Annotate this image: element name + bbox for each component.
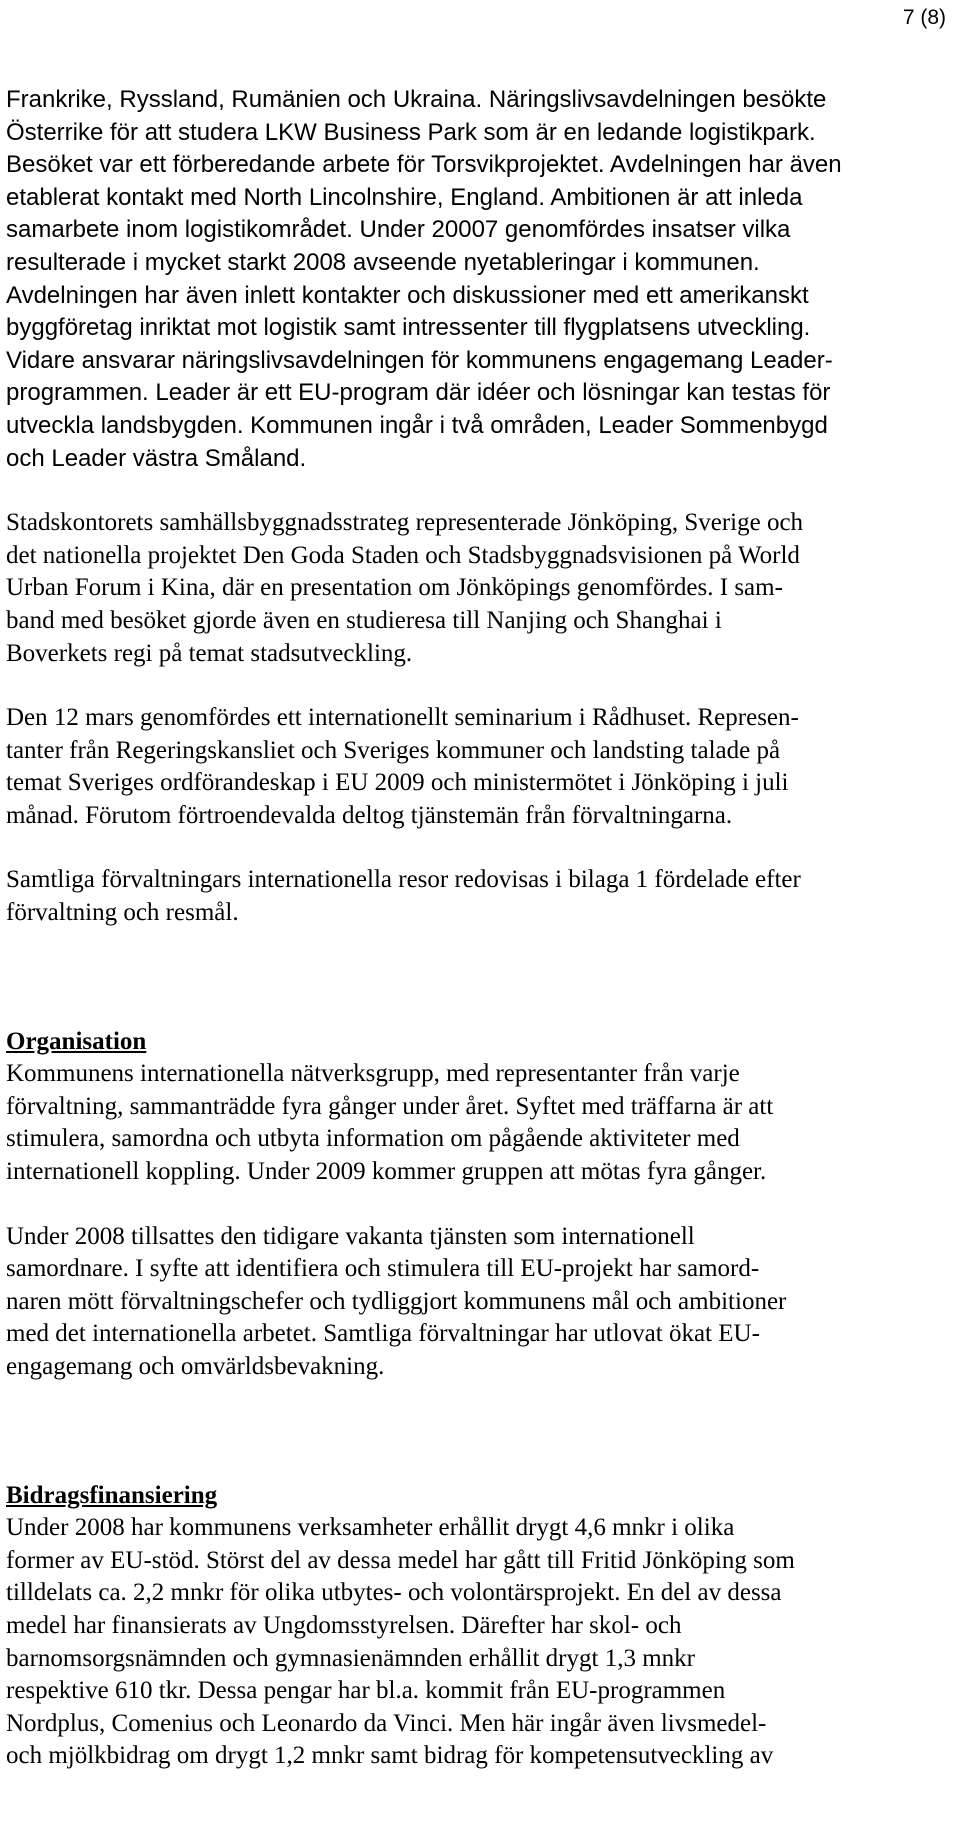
paragraph-organisation-1: Kommunens internationella nätverksgrupp, med representanter från varje förvaltning, sammanträdde fyra gånger under året. Syftet med träffarna är att stimulera, samordna och utbyta information om pågående aktiviteter med internationell koppling. Under 2009 kommer gruppen att mötas fyra gånger. [6, 1060, 774, 1186]
document-body [6, 84, 952, 1773]
heading-organisation: Organisation [6, 1027, 147, 1055]
paragraph-seminarium: Den 12 mars genomfördes ett internationellt seminarium i Rådhuset. Represen- tanter från Regeringskansliet och Sveriges kommuner och landsting talade på temat Sveriges ordförandeskap i EU 2009 och ministermötet i Jönköping i juli månad. Förutom förtroendevalda deltog tjänstemän från förvaltningarna. [6, 704, 799, 829]
spacer [6, 832, 952, 864]
spacer [6, 930, 952, 1026]
heading-bidragsfinansiering: Bidragsfinansiering [6, 1481, 218, 1509]
spacer [6, 1384, 952, 1480]
paragraph-intro: Frankrike, Ryssland, Rumänien och Ukraina. Näringslivsavdelningen besökte Österrike för att studera LKW Business Park som är en ledande logistikpark. Besöket var ett förberedande arbete för Torsvikprojektet. Avdelningen har även etablerat kontakt med North Lincolnshire, England. Ambitionen är att inleda samarbete inom logistikområdet. Under 20007 genomfördes insatser vilka resulterade i mycket starkt 2008 avseende nyetableringar i kommunen. Avdelningen har även inlett kontakter och diskussioner med ett amerikanskt byggföretag inriktat mot logistik samt intressenter till flygplatsens utveckling. Vidare ansvarar näringslivsavdelningen för kommunens engagemang Leader- programmen. Leader är ett EU-program där idéer och lösningar kan testas för utveckla landsbygden. Kommunen ingår i två områden, Leader Sommenbygd och Leader västra Småland. [6, 86, 842, 472]
paragraph-organisation-2: Under 2008 tillsattes den tidigare vakanta tjänsten som internationell samordnare. I syfte att identifiera och stimulera till EU-projekt har samord- naren mött förvaltningschefer och tydliggjort kommunens mål och ambitioner med det internationella arbetet. Samtliga förvaltningar har utlovat ökat EU- engagemang och omvärldsbevakning. [6, 1222, 787, 1380]
spacer [6, 475, 952, 507]
paragraph-stadskontoret: Stadskontorets samhällsbyggnadsstrateg representerade Jönköping, Sverige och det nationella projektet Den Goda Staden och Stadsbyggnadsvisionen på World Urban Forum i Kina, där en presentation om Jönköpings genomfördes. I sam- band med besöket gjorde även en studieresa till Nanjing och Shanghai i Boverkets regi på temat stadsutveckling. [6, 509, 804, 667]
page-number: 7 (8) [902, 6, 946, 29]
spacer [6, 1189, 952, 1221]
paragraph-resor: Samtliga förvaltningars internationella resor redovisas i bilaga 1 fördelade efter förvaltning och resmål. [6, 866, 801, 927]
spacer [6, 670, 952, 702]
paragraph-bidragsfinansiering: Under 2008 har kommunens verksamheter erhållit drygt 4,6 mnkr i olika former av EU-stöd. Störst del av dessa medel har gått till Fritid Jönköping som tilldelats ca. 2,2 mnkr för olika utbytes- och volontärsprojekt. En del av dessa medel har finansierats av Ungdomsstyrelsen. Därefter har skol- och barnomsorgsnämnden och gymnasienämnden erhållit drygt 1,3 mnkr respektive 610 tkr. Dessa pengar har bl.a. kommit från EU-programmen Nordplus, Comenius och Leonardo da Vinci. Men här ingår även livsmedel- och mjölkbidrag om drygt 1,2 mnkr samt bidrag för kompetensutveckling av [6, 1514, 795, 1770]
